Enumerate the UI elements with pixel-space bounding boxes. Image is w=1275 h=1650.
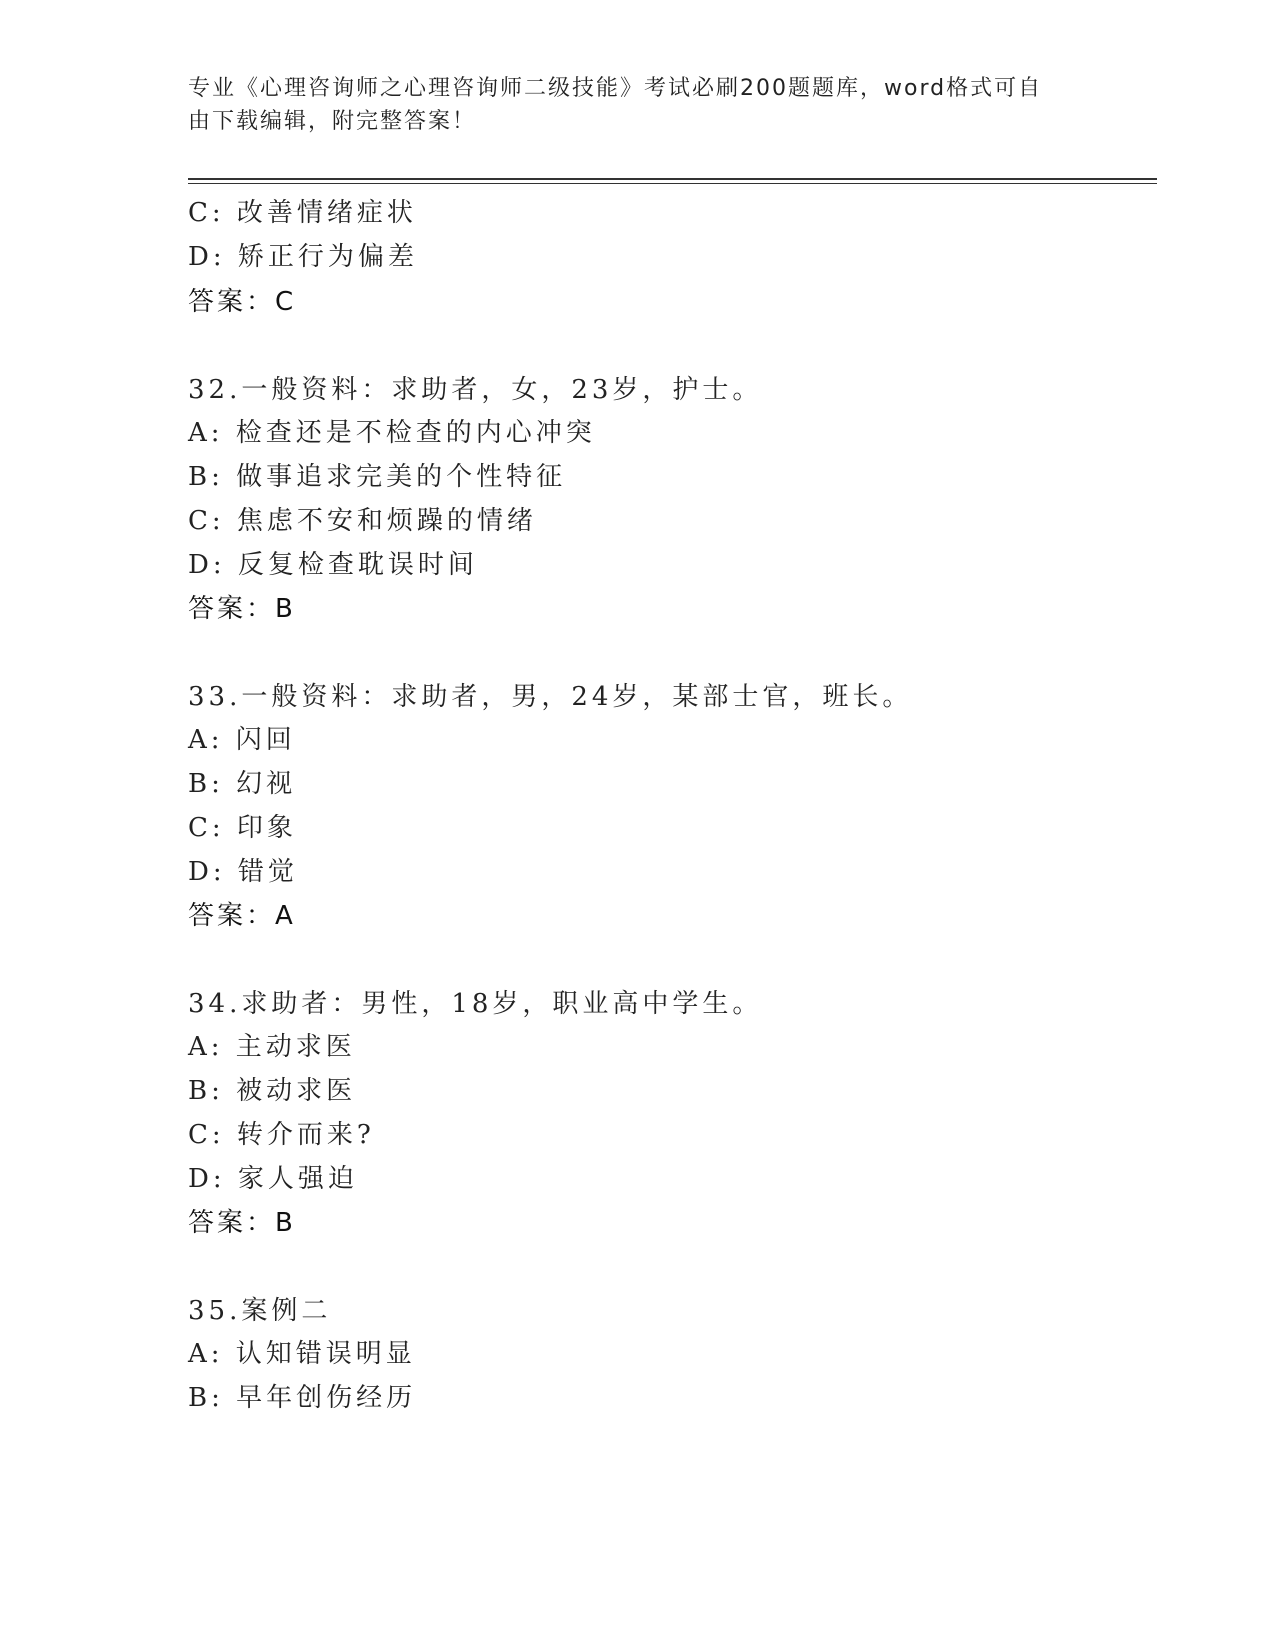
option-b: B: 被动求医 [188, 1076, 357, 1106]
header-line-2: 由下载编辑，附完整答案！ [188, 109, 477, 134]
option-b: B: 幻视 [188, 769, 297, 799]
option-d: D: 反复检查耽误时间 [188, 550, 478, 580]
document-header [188, 72, 1068, 138]
header-line-1: 专业《心理咨询师之心理咨询师二级技能》考试必刷200题题库，word格式可自 [188, 76, 1043, 101]
option-a: A: 认知错误明显 [188, 1339, 416, 1369]
question-title: 34.求助者：男性，18岁，职业高中学生。 [188, 989, 763, 1019]
question-title: 35.案例二 [188, 1296, 332, 1326]
option-b: B: 做事追求完美的个性特征 [188, 462, 567, 492]
option-d: D: 家人强迫 [188, 1164, 358, 1194]
option-a: A: 闪回 [188, 725, 296, 755]
option-c: C: 焦虑不安和烦躁的情绪 [188, 506, 537, 536]
option-c: C: 转介而来? [188, 1120, 375, 1150]
answer: 答案：C [188, 287, 297, 317]
option-a: A: 检查还是不检查的内心冲突 [188, 418, 596, 448]
option-d: D: 错觉 [188, 857, 298, 887]
header-divider-bottom [188, 183, 1157, 184]
answer: 答案：A [188, 901, 296, 931]
answer: 答案：B [188, 1208, 296, 1238]
question-title: 32.一般资料：求助者，女，23岁，护士。 [188, 375, 763, 405]
option-a: A: 主动求医 [188, 1032, 356, 1062]
answer: 答案：B [188, 594, 296, 624]
option-c: C: 改善情绪症状 [188, 198, 417, 228]
header-divider-top [188, 178, 1157, 180]
question-title: 33.一般资料：求助者，男，24岁，某部士官，班长。 [188, 682, 913, 712]
option-b: B: 早年创伤经历 [188, 1383, 417, 1413]
option-d: D: 矫正行为偏差 [188, 242, 418, 272]
option-c: C: 印象 [188, 813, 297, 843]
